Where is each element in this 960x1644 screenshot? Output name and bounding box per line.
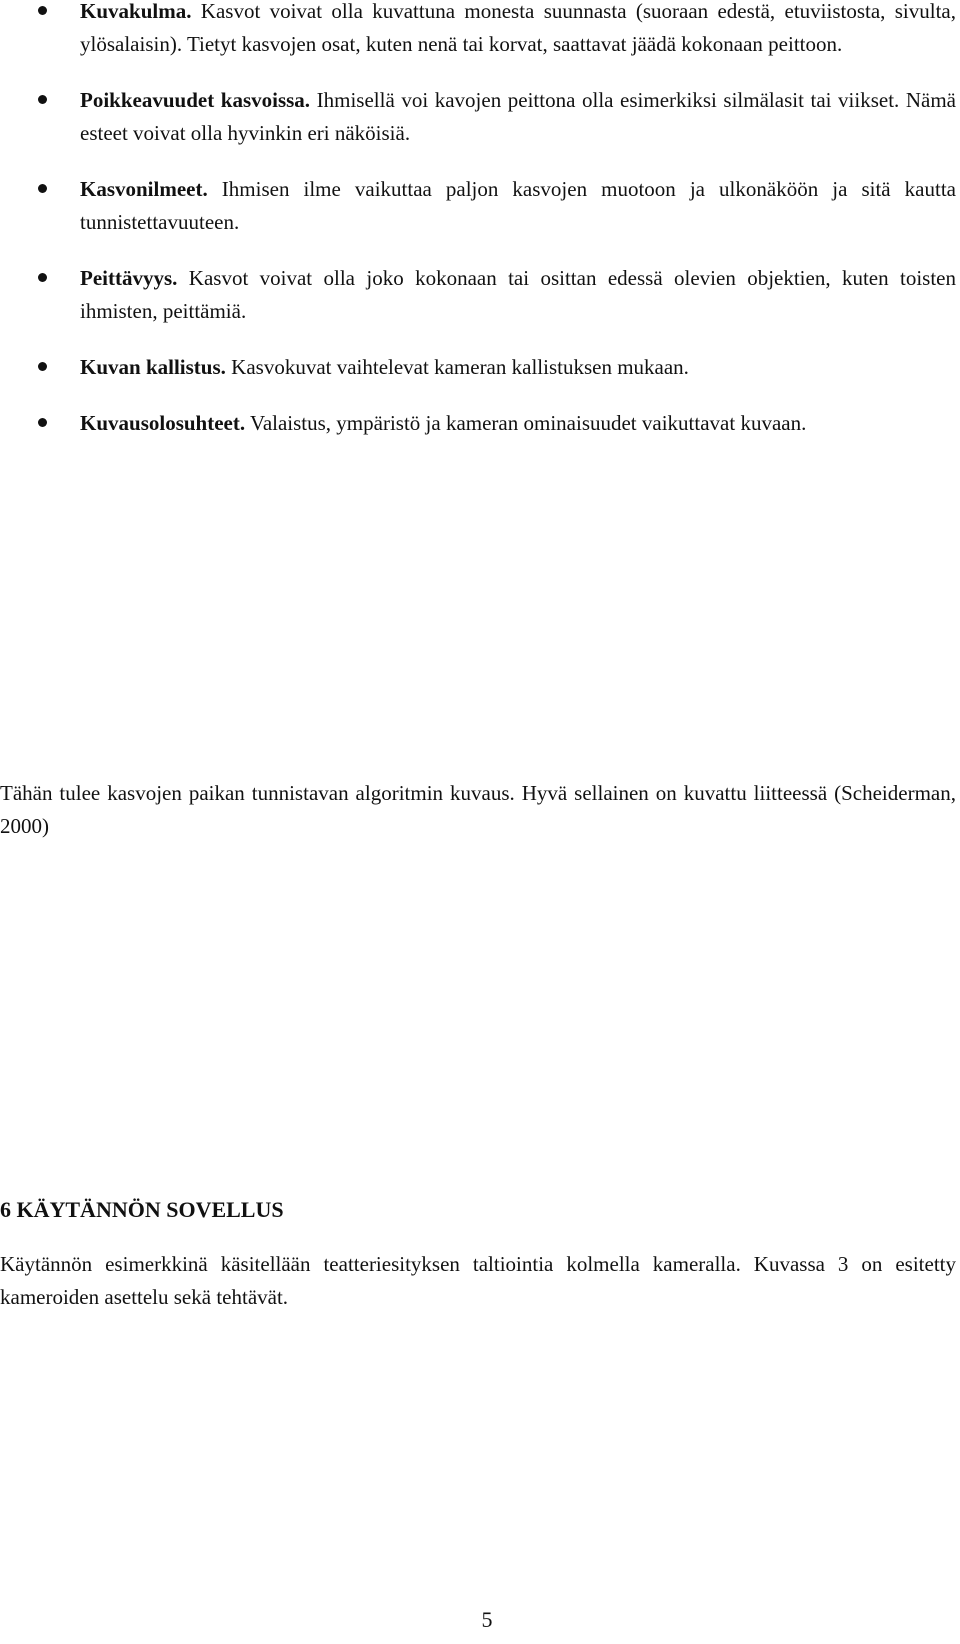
list-item-text: Kasvot voivat olla kuvattuna monesta suunnasta (suoraan edestä, etuviistosta, sivulta, ylösalaisin). Tietyt kasvojen osat, kuten nenä tai korvat, saattavat jäädä kokonaan peittoon. (80, 0, 956, 56)
algorithm-paragraph: Tähän tulee kasvojen paikan tunnistavan algoritmin kuvaus. Hyvä sellainen on kuvattu liitteessä (Scheiderman, 2000) (0, 781, 956, 838)
challenges-list (0, 0, 956, 463)
list-item-term: Poikkeavuudet kasvoissa. (80, 88, 311, 112)
list-item-text: Ihmisen ilme vaikuttaa paljon kasvojen muotoon ja ulkonäköön ja sitä kautta tunnistettavuuteen. (80, 177, 956, 234)
list-item (0, 0, 956, 61)
list-item (0, 351, 956, 384)
list-item-text: Valaistus, ympäristö ja kameran ominaisuudet vaikuttavat kuvaan. (245, 411, 807, 435)
bullet-icon (38, 184, 47, 193)
list-item-term: Kasvonilmeet. (80, 177, 208, 201)
list-item-text: Kasvot voivat olla joko kokonaan tai osittan edessä olevien objektien, kuten toisten ihmisten, peittämiä. (80, 266, 956, 323)
bullet-icon (38, 6, 47, 15)
list-item-text: Kasvokuvat vaihtelevat kameran kallistuksen mukaan. (225, 355, 689, 379)
section-paragraph: Käytännön esimerkkinä käsitellään teatteriesityksen taltiointia kolmella kameralla. Kuvassa 3 on esitetty kameroiden asettelu sekä tehtävät. (0, 1252, 956, 1309)
section-heading: 6 KÄYTÄNNÖN SOVELLUS (0, 1197, 284, 1222)
page-number: 5 (481, 1607, 493, 1632)
list-item-term: Kuvausolosuhteet. (80, 411, 246, 435)
bullet-icon (38, 273, 47, 282)
list-item-term: Kuvakulma. (80, 0, 192, 23)
list-item (0, 173, 956, 239)
list-item-term: Peittävyys. (80, 266, 178, 290)
list-item-text: Ihmisellä voi kavojen peittona olla esimerkiksi silmälasit tai viikset. Nämä esteet voivat olla hyvinkin eri näköisiä. (80, 88, 956, 145)
bullet-icon (38, 362, 47, 371)
bullet-icon (38, 418, 47, 427)
list-item-term: Kuvan kallistus. (80, 355, 226, 379)
list-item (0, 407, 956, 440)
bullet-icon (38, 95, 47, 104)
list-item (0, 262, 956, 328)
list-item (0, 84, 956, 150)
